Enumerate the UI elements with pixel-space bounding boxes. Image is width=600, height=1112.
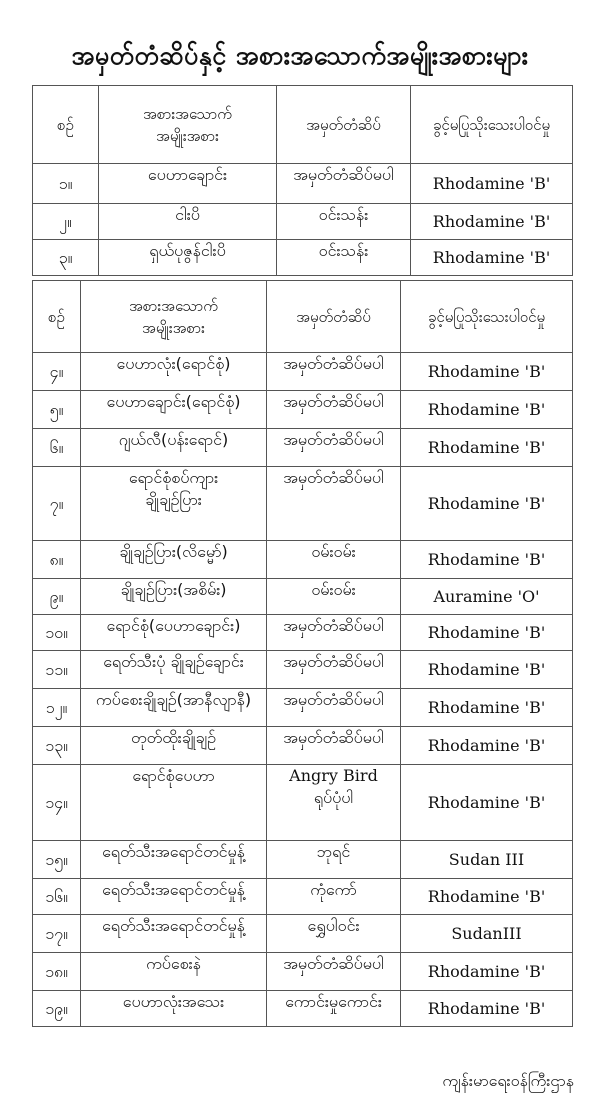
- table-header-row: [33, 281, 573, 353]
- food-type-cell: ရောင်စုံပေဟာ: [81, 765, 267, 841]
- row-number: ၁၇။: [33, 915, 81, 953]
- header-food: အစားအသောက် အမျိုးအစား: [81, 281, 267, 353]
- brand-cell: ကုံကော်: [267, 879, 401, 915]
- brand-cell: ဝမ်းဝမ်း: [267, 579, 401, 615]
- food-type-cell: ရေတ်သီးအရောင်တင်မှုန့်: [81, 841, 267, 879]
- food-type-cell: ဂျယ်လီ(ပန်းရောင်): [81, 429, 267, 467]
- table-row: [33, 915, 573, 953]
- food-type-cell: ပေဟာချောင်း: [99, 164, 277, 204]
- food-type-cell: ရေတ်သီးအရောင်တင်မှုန့်: [81, 879, 267, 915]
- food-type-cell: ရေတ်သီးပုံ ချိုချဉ်ချောင်း: [81, 651, 267, 689]
- dye-cell: Rhodamine 'B': [401, 991, 573, 1027]
- row-number: ၅။: [33, 391, 81, 429]
- brand-cell: ဝင်းသန်း: [277, 240, 411, 276]
- dye-cell: Rhodamine 'B': [401, 541, 573, 579]
- row-number: ၁၂။: [33, 689, 81, 727]
- table-row: [33, 429, 573, 467]
- dye-cell: Rhodamine 'B': [401, 879, 573, 915]
- dye-cell: Rhodamine 'B': [401, 953, 573, 991]
- brand-cell: အမှတ်တံဆိပ်မပါ: [267, 689, 401, 727]
- food-type-cell: ငါးပိ: [99, 204, 277, 240]
- table-header-row: [33, 86, 573, 164]
- dye-cell: Rhodamine 'B': [401, 615, 573, 651]
- food-type-cell: ပေဟာလုံး(ရောင်စုံ): [81, 353, 267, 391]
- row-number: ၁၈။: [33, 953, 81, 991]
- food-type-cell: ရောင်စုံစပ်ကျား ချိုချဉ်ပြား: [81, 467, 267, 541]
- row-number: ၇။: [33, 467, 81, 541]
- table-row: [33, 579, 573, 615]
- header-food: အစားအသောက် အမျိုးအစား: [99, 86, 277, 164]
- row-number: ၃။: [33, 240, 99, 276]
- table-row: [33, 164, 573, 204]
- brand-cell: Angry Bird ရုပ်ပုံပါ: [267, 765, 401, 841]
- header-brand: အမှတ်တံဆိပ်: [277, 86, 411, 164]
- row-number: ၉။: [33, 579, 81, 615]
- header-no: စဉ်: [33, 281, 81, 353]
- food-type-cell: ရောင်စုံ(ပေဟာချောင်း): [81, 615, 267, 651]
- food-type-cell: ပေဟာလုံးအသေး: [81, 991, 267, 1027]
- dye-cell: Rhodamine 'B': [401, 651, 573, 689]
- brand-cell: ဝမ်းဝမ်း: [267, 541, 401, 579]
- dye-cell: Rhodamine 'B': [411, 164, 573, 204]
- table-row: [33, 391, 573, 429]
- table-row: [33, 689, 573, 727]
- brand-cell: အမှတ်တံဆိပ်မပါ: [267, 953, 401, 991]
- dye-cell: Rhodamine 'B': [401, 765, 573, 841]
- brand-cell: အမှတ်တံဆိပ်မပါ: [267, 615, 401, 651]
- food-type-cell: ပေဟာချောင်း(ရောင်စုံ): [81, 391, 267, 429]
- table-row: [33, 651, 573, 689]
- table-row: [33, 953, 573, 991]
- food-type-cell: ကပ်စေးချိုချဉ်(အာနီလျာနီ): [81, 689, 267, 727]
- table-row: [33, 727, 573, 765]
- food-type-cell: ရေတ်သီးအရောင်တင်မှုန့်: [81, 915, 267, 953]
- table-row: [33, 991, 573, 1027]
- brand-cell: ဘုရင်: [267, 841, 401, 879]
- dye-cell: Auramine 'O': [401, 579, 573, 615]
- row-number: ၁၄။: [33, 765, 81, 841]
- row-number: ၆။: [33, 429, 81, 467]
- header-no: စဉ်: [33, 86, 99, 164]
- footer-source: ကျန်းမာရေးဝန်ကြီးဌာန: [442, 1071, 574, 1090]
- table-row: [33, 615, 573, 651]
- dye-cell: Rhodamine 'B': [401, 467, 573, 541]
- food-type-cell: တုတ်ထိုးချိုချဉ်: [81, 727, 267, 765]
- row-number: ၁၉။: [33, 991, 81, 1027]
- dye-cell: Rhodamine 'B': [411, 204, 573, 240]
- row-number: ၈။: [33, 541, 81, 579]
- brand-cell: အမှတ်တံဆိပ်မပါ: [267, 391, 401, 429]
- food-dye-table-1: [32, 85, 573, 276]
- dye-cell: Rhodamine 'B': [401, 353, 573, 391]
- food-type-cell: ချိုချဉ်ပြား(လိမ္မော်): [81, 541, 267, 579]
- table-row: [33, 353, 573, 391]
- table-row: [33, 204, 573, 240]
- dye-cell: SudanIII: [401, 915, 573, 953]
- row-number: ၁၀။: [33, 615, 81, 651]
- dye-cell: Rhodamine 'B': [401, 689, 573, 727]
- food-type-cell: ချိုချဉ်ပြား(အစိမ်း): [81, 579, 267, 615]
- row-number: ၄။: [33, 353, 81, 391]
- brand-cell: ကောင်းမှုကောင်း: [267, 991, 401, 1027]
- table-row: [33, 879, 573, 915]
- header-dye: ခွင့်မပြုသိုးသေးပါဝင်မှု: [401, 281, 573, 353]
- row-number: ၂။: [33, 204, 99, 240]
- brand-cell: အမှတ်တံဆိပ်မပါ: [277, 164, 411, 204]
- row-number: ၁၆။: [33, 879, 81, 915]
- dye-cell: Rhodamine 'B': [411, 240, 573, 276]
- brand-cell: အမှတ်တံဆိပ်မပါ: [267, 429, 401, 467]
- dye-cell: Rhodamine 'B': [401, 727, 573, 765]
- header-brand: အမှတ်တံဆိပ်: [267, 281, 401, 353]
- header-dye: ခွင့်မပြုသိုးသေးပါဝင်မှု: [411, 86, 573, 164]
- row-number: ၁၁။: [33, 651, 81, 689]
- brand-cell: အမှတ်တံဆိပ်မပါ: [267, 727, 401, 765]
- table-row: [33, 541, 573, 579]
- brand-cell: အမှတ်တံဆိပ်မပါ: [267, 467, 401, 541]
- table-row: [33, 467, 573, 541]
- row-number: ၁၃။: [33, 727, 81, 765]
- table-row: [33, 765, 573, 841]
- food-dye-table-2: [32, 280, 573, 1027]
- dye-cell: Rhodamine 'B': [401, 429, 573, 467]
- brand-cell: ဝင်းသန်း: [277, 204, 411, 240]
- dye-cell: Rhodamine 'B': [401, 391, 573, 429]
- food-type-cell: ကပ်စေးနဲ: [81, 953, 267, 991]
- row-number: ၁။: [33, 164, 99, 204]
- row-number: ၁၅။: [33, 841, 81, 879]
- brand-cell: အမှတ်တံဆိပ်မပါ: [267, 353, 401, 391]
- table-row: [33, 240, 573, 276]
- brand-cell: ရွှေပါဝင်း: [267, 915, 401, 953]
- dye-cell: Sudan III: [401, 841, 573, 879]
- brand-cell: အမှတ်တံဆိပ်မပါ: [267, 651, 401, 689]
- food-type-cell: ရှယ်ပုဇွန်ငါးပိ: [99, 240, 277, 276]
- page-title: အမှတ်တံဆိပ်နှင့် အစားအသောက်အမျိုးအစားများ: [71, 41, 529, 70]
- table-row: [33, 841, 573, 879]
